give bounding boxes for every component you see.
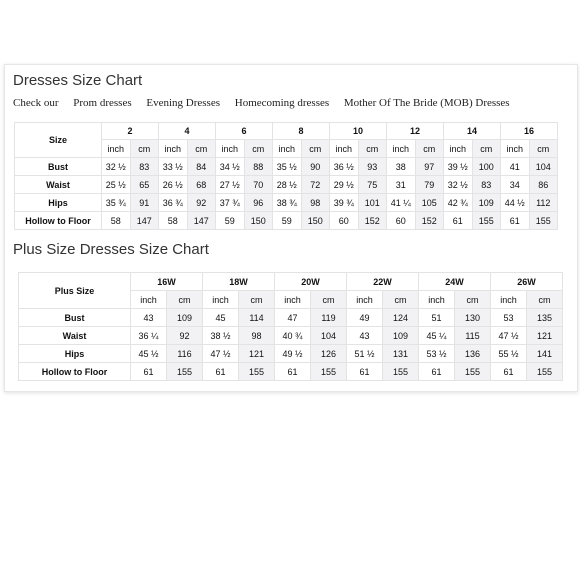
table-cell: 155 <box>167 363 203 381</box>
table-cell: 51 ½ <box>347 345 383 363</box>
table-cell: 61 <box>203 363 239 381</box>
table-cell: 45 <box>203 309 239 327</box>
table-cell: 97 <box>415 158 444 176</box>
table-cell: 79 <box>415 176 444 194</box>
table-cell: 38 ½ <box>203 327 239 345</box>
table-cell: 155 <box>529 212 558 230</box>
table-cell: 32 ½ <box>444 176 473 194</box>
table-cell: 47 ½ <box>491 327 527 345</box>
unit-header: inch <box>387 140 416 158</box>
table-row <box>19 309 563 327</box>
table-cell: 53 ½ <box>419 345 455 363</box>
size-header-row <box>19 273 563 291</box>
table-cell: 109 <box>472 194 501 212</box>
table-cell: 36 ½ <box>330 158 359 176</box>
size-header: 16 <box>501 123 558 140</box>
table-cell: 27 ½ <box>216 176 245 194</box>
table-cell: 105 <box>415 194 444 212</box>
table-row <box>15 176 558 194</box>
table-cell: 155 <box>527 363 563 381</box>
unit-header: inch <box>203 291 239 309</box>
table-cell: 29 ½ <box>330 176 359 194</box>
table-cell: 100 <box>472 158 501 176</box>
size-header: 20W <box>275 273 347 291</box>
unit-header: inch <box>330 140 359 158</box>
table-cell: 136 <box>455 345 491 363</box>
category-nav <box>13 97 522 109</box>
table-cell: 58 <box>159 212 188 230</box>
size-label-header: Size <box>15 123 102 158</box>
table-cell: 72 <box>301 176 330 194</box>
table-cell: 59 <box>273 212 302 230</box>
table-cell: 34 ½ <box>216 158 245 176</box>
table-cell: 47 <box>275 309 311 327</box>
table-cell: 61 <box>419 363 455 381</box>
table-cell: 92 <box>167 327 203 345</box>
table-cell: 32 ½ <box>102 158 131 176</box>
table-cell: 150 <box>301 212 330 230</box>
table-cell: 39 ¾ <box>330 194 359 212</box>
unit-header: cm <box>358 140 387 158</box>
table-cell: 28 ½ <box>273 176 302 194</box>
size-header: 16W <box>131 273 203 291</box>
table-cell: 155 <box>311 363 347 381</box>
table-cell: 124 <box>383 309 419 327</box>
table-cell: 61 <box>275 363 311 381</box>
table-cell: 119 <box>311 309 347 327</box>
unit-header: inch <box>491 291 527 309</box>
unit-header: cm <box>455 291 491 309</box>
table-cell: 41 <box>501 158 530 176</box>
table-cell: 38 <box>387 158 416 176</box>
unit-header: cm <box>244 140 273 158</box>
table-cell: 40 ¾ <box>275 327 311 345</box>
table-cell: 42 ¾ <box>444 194 473 212</box>
size-header: 26W <box>491 273 563 291</box>
page-title: Dresses Size Chart <box>13 72 143 89</box>
table-cell: 47 ½ <box>203 345 239 363</box>
table-cell: 104 <box>529 158 558 176</box>
row-label: Waist <box>15 176 102 194</box>
size-header: 22W <box>347 273 419 291</box>
table-cell: 86 <box>529 176 558 194</box>
size-header: 14 <box>444 123 501 140</box>
table-cell: 75 <box>358 176 387 194</box>
table-cell: 36 ¾ <box>159 194 188 212</box>
table-cell: 152 <box>415 212 444 230</box>
plus-size-title: Plus Size Dresses Size Chart <box>13 241 209 258</box>
table-cell: 141 <box>527 345 563 363</box>
table-cell: 98 <box>301 194 330 212</box>
table-cell: 84 <box>187 158 216 176</box>
table-row <box>19 345 563 363</box>
unit-header: inch <box>419 291 455 309</box>
table-cell: 93 <box>358 158 387 176</box>
table-cell: 35 ¾ <box>102 194 131 212</box>
size-header: 12 <box>387 123 444 140</box>
unit-header: cm <box>529 140 558 158</box>
table-cell: 49 <box>347 309 383 327</box>
table-cell: 36 ¼ <box>131 327 167 345</box>
size-header: 6 <box>216 123 273 140</box>
table-cell: 41 ¼ <box>387 194 416 212</box>
table-cell: 109 <box>167 309 203 327</box>
table-cell: 45 ¼ <box>419 327 455 345</box>
table-cell: 70 <box>244 176 273 194</box>
table-cell: 49 ½ <box>275 345 311 363</box>
table-cell: 150 <box>244 212 273 230</box>
table-cell: 88 <box>244 158 273 176</box>
table-cell: 61 <box>347 363 383 381</box>
table-cell: 83 <box>130 158 159 176</box>
table-cell: 147 <box>187 212 216 230</box>
table-row <box>15 194 558 212</box>
table-cell: 34 <box>501 176 530 194</box>
table-cell: 114 <box>239 309 275 327</box>
table-cell: 135 <box>527 309 563 327</box>
table-cell: 92 <box>187 194 216 212</box>
table-cell: 68 <box>187 176 216 194</box>
table-cell: 90 <box>301 158 330 176</box>
table-cell: 65 <box>130 176 159 194</box>
size-header: 2 <box>102 123 159 140</box>
size-header: 18W <box>203 273 275 291</box>
table-cell: 131 <box>383 345 419 363</box>
table-cell: 37 ¾ <box>216 194 245 212</box>
table-cell: 83 <box>472 176 501 194</box>
nav-link-mob-dresses[interactable]: Mother Of The Bride (MOB) Dresses <box>343 97 510 109</box>
unit-header: inch <box>444 140 473 158</box>
table-cell: 115 <box>455 327 491 345</box>
unit-header: cm <box>383 291 419 309</box>
table-cell: 25 ½ <box>102 176 131 194</box>
table-row <box>19 363 563 381</box>
unit-header: cm <box>167 291 203 309</box>
table-row <box>15 158 558 176</box>
unit-header: inch <box>131 291 167 309</box>
table-cell: 98 <box>239 327 275 345</box>
unit-header: cm <box>527 291 563 309</box>
unit-header: inch <box>501 140 530 158</box>
unit-header: inch <box>347 291 383 309</box>
table-cell: 61 <box>491 363 527 381</box>
table-cell: 61 <box>444 212 473 230</box>
size-header: 10 <box>330 123 387 140</box>
unit-header: cm <box>472 140 501 158</box>
row-label: Bust <box>15 158 102 176</box>
row-label: Hollow to Floor <box>15 212 102 230</box>
table-cell: 55 ½ <box>491 345 527 363</box>
unit-header: cm <box>187 140 216 158</box>
table-cell: 43 <box>347 327 383 345</box>
table-cell: 147 <box>130 212 159 230</box>
table-cell: 58 <box>102 212 131 230</box>
table-cell: 51 <box>419 309 455 327</box>
size-header-row <box>15 123 558 140</box>
table-cell: 61 <box>501 212 530 230</box>
size-header: 4 <box>159 123 216 140</box>
nav-link-homecoming-dresses[interactable]: Homecoming dresses <box>234 97 330 109</box>
table-cell: 60 <box>387 212 416 230</box>
table-cell: 121 <box>527 327 563 345</box>
table-cell: 91 <box>130 194 159 212</box>
table-cell: 101 <box>358 194 387 212</box>
plus-size-chart-table <box>18 272 563 381</box>
table-cell: 109 <box>383 327 419 345</box>
table-cell: 155 <box>455 363 491 381</box>
size-chart-table <box>14 122 558 230</box>
table-cell: 26 ½ <box>159 176 188 194</box>
unit-header: inch <box>273 140 302 158</box>
size-label-header: Plus Size <box>19 273 131 309</box>
table-cell: 112 <box>529 194 558 212</box>
table-cell: 31 <box>387 176 416 194</box>
row-label: Waist <box>19 327 131 345</box>
row-label: Hips <box>19 345 131 363</box>
size-header: 8 <box>273 123 330 140</box>
nav-label: Check our <box>13 97 59 109</box>
unit-header: inch <box>275 291 311 309</box>
row-label: Bust <box>19 309 131 327</box>
unit-header: inch <box>102 140 131 158</box>
unit-header: cm <box>239 291 275 309</box>
table-cell: 126 <box>311 345 347 363</box>
table-cell: 60 <box>330 212 359 230</box>
unit-header: inch <box>216 140 245 158</box>
nav-link-evening-dresses[interactable]: Evening Dresses <box>146 97 220 109</box>
table-cell: 35 ½ <box>273 158 302 176</box>
table-cell: 43 <box>131 309 167 327</box>
table-row <box>15 212 558 230</box>
unit-header: cm <box>415 140 444 158</box>
table-cell: 59 <box>216 212 245 230</box>
unit-header: cm <box>130 140 159 158</box>
row-label: Hollow to Floor <box>19 363 131 381</box>
table-cell: 96 <box>244 194 273 212</box>
table-cell: 155 <box>472 212 501 230</box>
table-cell: 61 <box>131 363 167 381</box>
nav-link-prom-dresses[interactable]: Prom dresses <box>73 97 132 109</box>
table-cell: 44 ½ <box>501 194 530 212</box>
table-cell: 53 <box>491 309 527 327</box>
table-cell: 121 <box>239 345 275 363</box>
size-header: 24W <box>419 273 491 291</box>
table-cell: 116 <box>167 345 203 363</box>
table-cell: 45 ½ <box>131 345 167 363</box>
unit-header: cm <box>301 140 330 158</box>
unit-header: cm <box>311 291 347 309</box>
table-cell: 104 <box>311 327 347 345</box>
table-cell: 130 <box>455 309 491 327</box>
table-cell: 38 ¾ <box>273 194 302 212</box>
table-row <box>19 327 563 345</box>
table-cell: 33 ½ <box>159 158 188 176</box>
row-label: Hips <box>15 194 102 212</box>
table-cell: 39 ½ <box>444 158 473 176</box>
table-cell: 155 <box>239 363 275 381</box>
unit-header: inch <box>159 140 188 158</box>
table-cell: 155 <box>383 363 419 381</box>
table-cell: 152 <box>358 212 387 230</box>
